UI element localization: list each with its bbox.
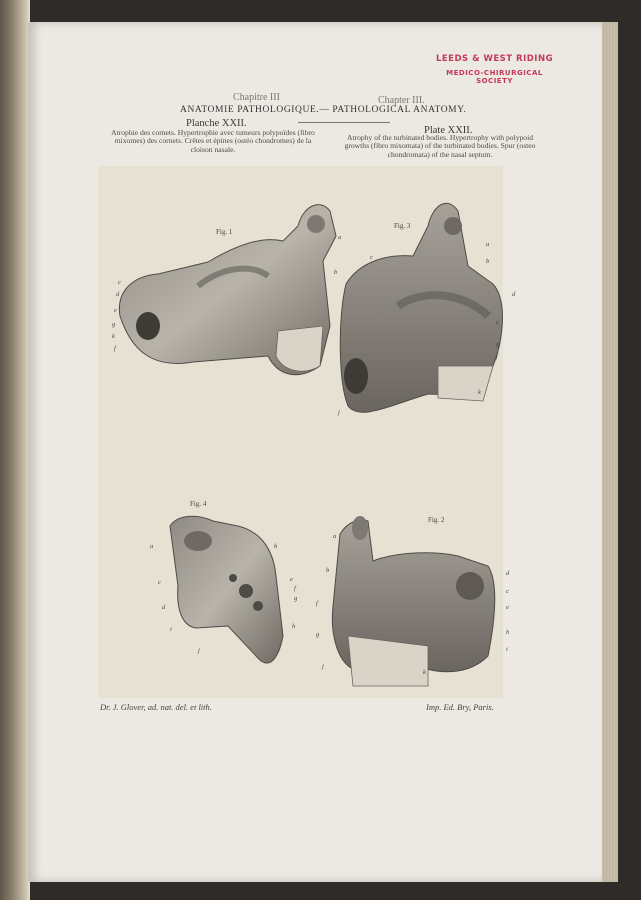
description-english: Atrophy of the turbinated bodies. Hypertrophy with polypoid growths (fibro mixomata) of the turbinated bodies. Spur (osteo chondromata) of the nasal septum. <box>344 133 536 159</box>
fig4-letter-e: e <box>290 576 293 583</box>
fig2-letter-a: a <box>333 533 337 540</box>
fig-3-label: Fig. 3 <box>394 222 411 230</box>
fig-2-label: Fig. 2 <box>428 516 445 524</box>
description-french: Atrophie des cornets. Hypertrophie avec tumeurs polypoïdes (fibro mixomes) des cornets. Crêtes et épines (ostéo chondromes) de la cloison nasale. <box>111 128 315 154</box>
stamp-line-1: LEEDS & WEST RIDING <box>435 54 554 64</box>
printer-credit: Imp. Ed. Bry, Paris. <box>426 702 494 712</box>
illustration-plate <box>98 166 516 698</box>
page-title: ANATOMIE PATHOLOGIQUE.— PATHOLOGICAL ANATOMY. <box>180 105 467 115</box>
fig4-letter-a: a <box>150 543 154 550</box>
fig1-letter-a: a <box>338 234 342 241</box>
fig2-letter-d: d <box>506 570 510 577</box>
plate-drawings <box>98 166 516 698</box>
fig3-letter-e: e <box>496 319 499 326</box>
fig2-letter-i: i <box>506 646 508 653</box>
fig2-letter-b: b <box>326 567 330 574</box>
figure-2-drawing <box>332 516 494 686</box>
fig4-letter-d: d <box>162 604 166 611</box>
title-divider <box>298 122 390 123</box>
fig2-letter-j: j <box>322 663 324 670</box>
fig4-letter-i: i <box>170 626 172 633</box>
fig1-letter-g: g <box>112 321 116 328</box>
fig2-letter-c: c <box>506 588 509 595</box>
chapter-english: Chapter III. <box>378 95 425 106</box>
fig1-letter-k: k <box>112 333 115 340</box>
library-stamp <box>432 54 557 85</box>
fig3-letter-b: b <box>486 258 490 265</box>
fig3-letter-d: d <box>512 291 516 298</box>
fig4-letter-j: j <box>198 647 200 654</box>
fig1-letter-f: f <box>114 345 116 352</box>
plate-label: Plate XXII. <box>424 125 473 136</box>
fig4-letter-c: c <box>158 579 161 586</box>
chapter-french: Chapitre III <box>233 92 280 103</box>
fig2-letter-f: f <box>316 600 318 607</box>
fig2-letter-g: g <box>316 631 320 638</box>
fig1-letter-b: b <box>334 269 338 276</box>
fig1-letter-e: e <box>114 307 117 314</box>
fig3-letter-c: c <box>370 254 373 261</box>
fig3-letter-k: k <box>478 389 481 396</box>
book-spine-edge <box>0 0 30 900</box>
fig3-letter-j: j <box>338 409 340 416</box>
fig1-letter-d: d <box>116 291 120 298</box>
fig4-letter-f: f <box>294 585 296 592</box>
stamp-line-2: MEDICO-CHIRURGICAL SOCIETY <box>446 69 543 85</box>
fig3-letter-g: g <box>496 341 500 348</box>
fig4-letter-h: h <box>292 623 296 630</box>
fig-4-label: Fig. 4 <box>190 500 207 508</box>
fig1-letter-c: c <box>118 279 121 286</box>
fig2-letter-k: k <box>423 669 426 676</box>
fig2-letter-e: e <box>506 604 509 611</box>
fig4-letter-g: g <box>294 595 298 602</box>
figure-3-drawing <box>340 203 502 412</box>
fig2-letter-h: h <box>506 629 510 636</box>
artist-credit: Dr. J. Glover, ad. nat. del. et lith. <box>100 702 212 712</box>
fig4-letter-b: b <box>274 543 278 550</box>
figure-4-drawing <box>170 516 283 663</box>
fig3-letter-a: a <box>486 241 490 248</box>
fig-1-label: Fig. 1 <box>216 228 233 236</box>
fig3-letter-f: f <box>496 353 498 360</box>
book-page <box>28 22 602 882</box>
planche-label: Planche XXII. <box>186 118 247 129</box>
